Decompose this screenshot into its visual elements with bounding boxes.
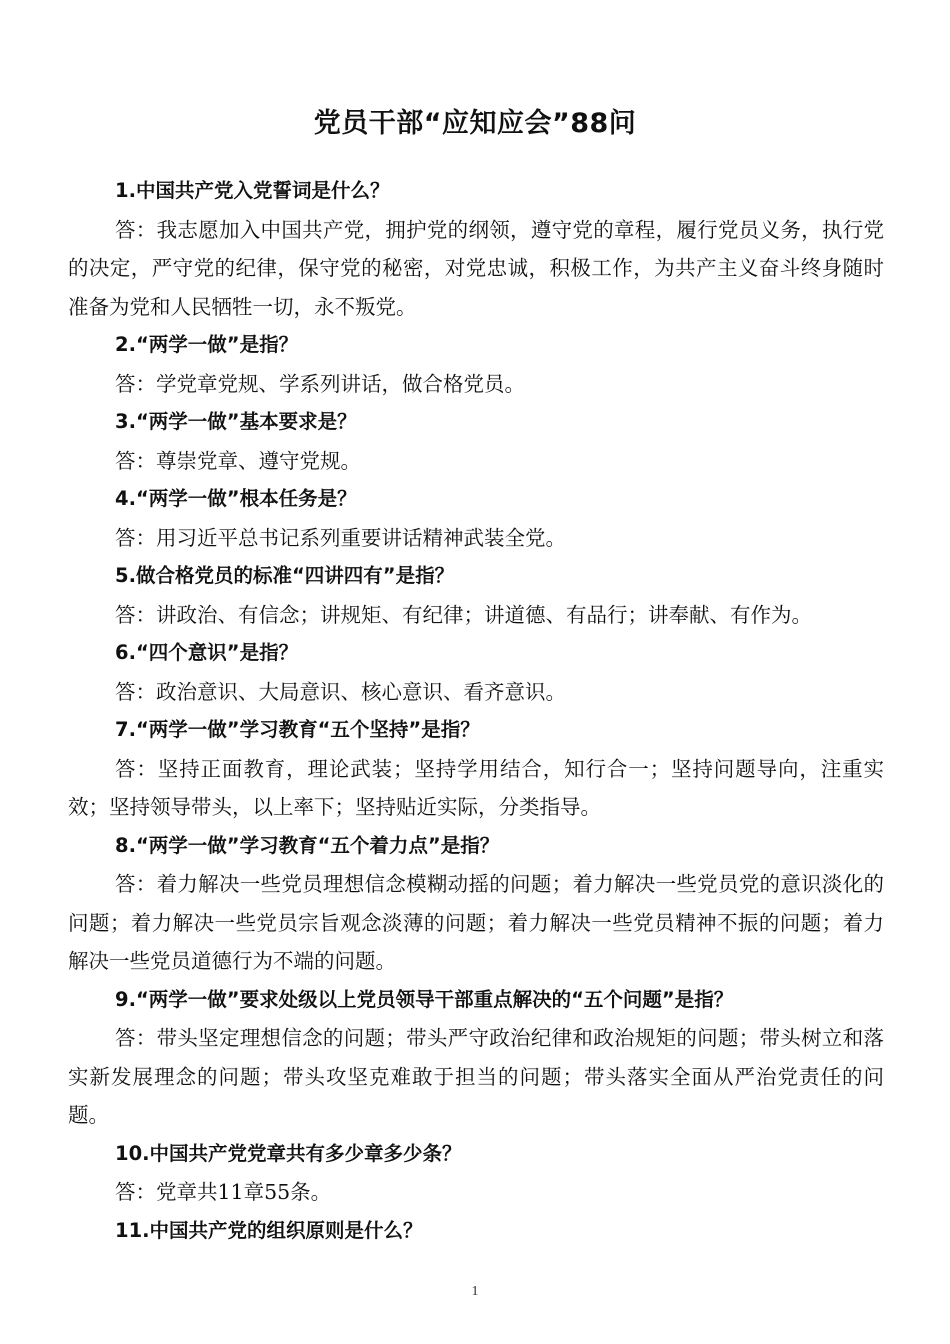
question-4: 4.“两学一做”根本任务是？ (115, 487, 357, 510)
qa-list (68, 172, 884, 1250)
question-6: 6.“四个意识”是指？ (115, 641, 299, 664)
answer-6: 答：政治意识、大局意识、核心意识、看齐意识。 (115, 679, 566, 704)
document-title: 党员干部“应知应会”88问 (313, 108, 637, 139)
question-2: 2.“两学一做”是指？ (115, 333, 299, 356)
page-number: 1 (471, 1284, 479, 1299)
question-10: 10.中国共产党党章共有多少章多少条？ (115, 1141, 462, 1165)
answer-5: 答：讲政治、有信念；讲规矩、有纪律；讲道德、有品行；讲奉献、有作为。 (115, 602, 812, 627)
question-5: 5.做合格党员的标准“四讲四有”是指？ (115, 564, 455, 587)
answer-8: 答：着力解决一些党员理想信念模糊动摇的问题；着力解决一些党员党的意识淡化的问题；着力解决一些党员宗旨观念淡薄的问题；着力解决一些党员精神不振的问题；着力解决一些党员道德行为不端的问题。 (68, 872, 884, 973)
answer-10: 答：党章共11章55条。 (115, 1180, 332, 1204)
question-3: 3.“两学一做”基本要求是？ (115, 410, 357, 433)
answer-9: 答：带头坚定理想信念的问题；带头严守政治纪律和政治规矩的问题；带头树立和落实新发展理念的问题；带头攻坚克难敢于担当的问题；带头落实全面从严治党责任的问题。 (68, 1026, 884, 1127)
answer-3: 答：尊崇党章、遵守党规。 (115, 448, 361, 473)
question-9: 9.“两学一做”要求处级以上党员领导干部重点解决的“五个问题”是指？ (115, 987, 734, 1011)
question-11: 11.中国共产党的组织原则是什么？ (115, 1218, 423, 1242)
answer-7: 答：坚持正面教育，理论武装；坚持学用结合，知行合一；坚持问题导向，注重实效；坚持领导带头，以上率下；坚持贴近实际，分类指导。 (68, 756, 884, 819)
answer-4: 答：用习近平总书记系列重要讲话精神武装全党。 (115, 525, 566, 550)
question-7: 7.“两学一做”学习教育“五个坚持”是指？ (115, 718, 480, 741)
question-8: 8.“两学一做”学习教育“五个着力点”是指？ (115, 833, 500, 857)
answer-2: 答：学党章党规、学系列讲话，做合格党员。 (115, 371, 525, 396)
answer-1: 答：我志愿加入中国共产党，拥护党的纲领，遵守党的章程，履行党员义务，执行党的决定，严守党的纪律，保守党的秘密，对党忠诚，积极工作，为共产主义奋斗终身随时准备为党和人民牺牲一切，永不叛党。 (68, 217, 884, 319)
question-1: 1.中国共产党入党誓词是什么？ (115, 179, 390, 202)
